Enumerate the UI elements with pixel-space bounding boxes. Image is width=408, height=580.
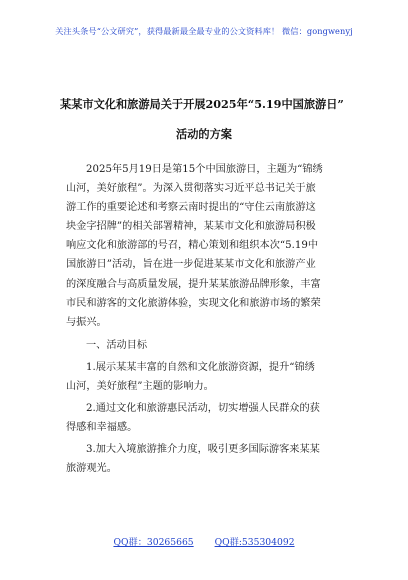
goal-item-2 — [66, 399, 360, 437]
intro-line: 响应文化和旅游部的号召，精心策划和组织本次“5.19中 — [66, 240, 319, 252]
intro-line: 市民和游客的文化旅游体验，实现文化和旅游市场的繁荣 — [66, 297, 321, 309]
intro-paragraph — [66, 160, 360, 332]
goal-item-line: 1.展示某某丰富的自然和文化旅游资源，提升“锦绣 — [86, 361, 315, 373]
intro-line: 的深度融合与高质量发展，提升某某旅游品牌形象，丰富 — [66, 278, 321, 290]
qq-group-1[interactable]: QQ群：30265665 — [113, 537, 194, 548]
footer-qq-groups — [0, 534, 408, 548]
intro-line: 国旅游日”活动，旨在进一步促进某某市文化和旅游产业 — [66, 259, 316, 271]
intro-line: 与振兴。 — [66, 316, 107, 328]
goal-item-line: 得感和幸福感。 — [66, 422, 138, 434]
goal-item-3 — [66, 440, 360, 478]
qq-group-2[interactable]: QQ群:535304092 — [214, 537, 295, 548]
document-body — [66, 160, 360, 479]
header-promo-note: 关注头条号“公文研究”，获得最新最全最专业的公文资料库！ 微信：gongwenyj — [55, 26, 353, 36]
intro-line: 2025年5月19日是第15个中国旅游日，主题为“锦绣 — [86, 164, 323, 175]
intro-line: 块金字招牌”的相关部署精神，某某市文化和旅游局积极 — [66, 221, 316, 233]
intro-line: 山河，美好旅程”。为深入贯彻落实习近平总书记关于旅 — [66, 183, 316, 195]
document-title-line-2: 活动的方案 — [176, 127, 232, 141]
goal-item-line: 3.加大入境旅游推介力度，吸引更多国际游客来某某 — [86, 444, 320, 456]
goal-item-line: 旅游观光。 — [66, 463, 117, 475]
goal-item-1 — [66, 358, 360, 396]
goal-item-line: 山河，美好旅程”主题的影响力。 — [66, 381, 214, 393]
document-title-line-1: 某某市文化和旅游局关于开展2025年“5.19中国旅游日” — [60, 97, 344, 111]
section-heading: 一、活动目标 — [86, 339, 148, 351]
intro-line: 游工作的重要论述和考察云南时提出的“守住云南旅游这 — [66, 202, 316, 214]
goal-item-line: 2.通过文化和旅游惠民活动，切实增强人民群众的获 — [86, 403, 320, 415]
